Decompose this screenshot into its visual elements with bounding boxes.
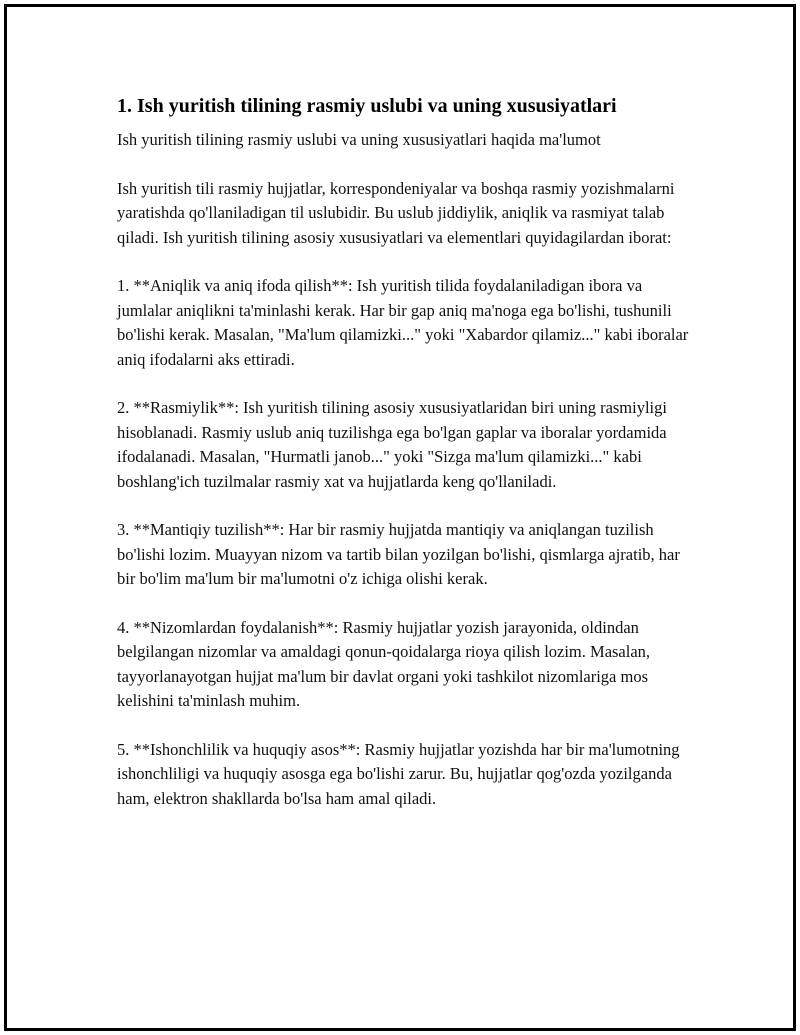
list-item-nizomlar: 4. **Nizomlardan foydalanish**: Rasmiy hujjatlar yozish jarayonida, oldindan belgilangan nizomlar va amaldagi qonun-qoidalarga rioya qilish lozim. Masalan, tayyorlanayotgan hujjat ma'lum bir davlat organi yoki tashkilot nizomlariga mos kelishini ta'minlash muhim. [117,618,651,711]
list-item-mantiqiy-tuzilish: 3. **Mantiqiy tuzilish**: Har bir rasmiy hujjatda mantiqiy va aniqlangan tuzilish bo'lishi lozim. Muayyan nizom va tartib bilan yozilgan bo'lishi, qismlarga ajratib, har bir bo'lim ma'lum bir ma'lumotni o'z ichiga olishi kerak. [117,520,680,589]
list-item-ishonchlilik: 5. **Ishonchlilik va huquqiy asos**: Rasmiy hujjatlar yozishda har bir ma'lumotning ishonchliligi va huquqiy asosga ega bo'lishi zarur. Bu, hujjatlar qog'ozda yozilganda ham, elektron shakllarda bo'lsa ham amal qiladi. [117,740,680,808]
document-title: 1. Ish yuritish tilining rasmiy uslubi va uning xususiyatlari [117,95,617,117]
document-body [117,92,697,836]
document-subtitle: Ish yuritish tilining rasmiy uslubi va uning xususiyatlari haqida ma'lumot [117,130,601,149]
list-item-aniqlik: 1. **Aniqlik va aniq ifoda qilish**: Ish yuritish tilida foydalaniladigan ibora va jumlalar aniqlikni ta'minlashi kerak. Har bir gap aniq ma'noga ega bo'lishi, tushunili bo'lishi kerak. Masalan, "Ma'lum qilamizki..." yoki "Xabardor qilamiz..." kabi iboralar aniq ifodalarni aks ettiradi. [117,276,689,369]
list-item-rasmiylik: 2. **Rasmiylik**: Ish yuritish tilining asosiy xususiyatlaridan biri uning rasmiyligi hisoblanadi. Rasmiy uslub aniq tuzilishga ega bo'lgan gaplar va iboralar yordamida ifodalanadi. Masalan, "Hurmatli janob..." yoki "Sizga ma'lum qilamizki..." kabi boshlang'ich tuzilmalar rasmiy xat va hujjatlarda keng qo'llaniladi. [117,398,667,491]
intro-paragraph: Ish yuritish tili rasmiy hujjatlar, korrespondeniyalar va boshqa rasmiy yozishmalarni yaratishda qo'llaniladigan til uslubidir. Bu uslub jiddiylik, aniqlik va rasmiyat talab qiladi. Ish yuritish tilining asosiy xususiyatlari va elementlari quyidagilardan iborat: [117,178,675,247]
